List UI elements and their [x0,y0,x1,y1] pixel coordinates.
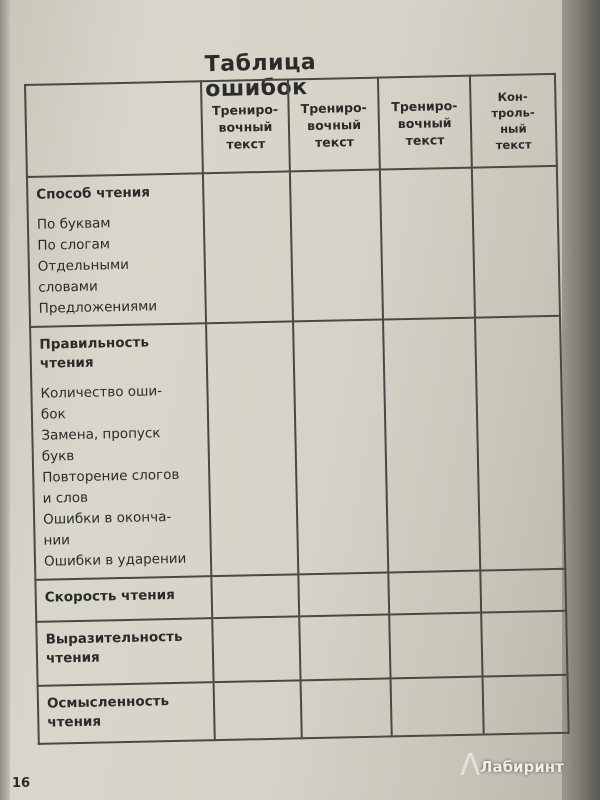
blank-cell[interactable] [482,675,569,735]
category-label: Осмысленность чтения [46,693,170,731]
category-cell [38,682,215,744]
column-header-training-3: Трениро- вочный текст [378,76,472,170]
criterion-item: Ошибки в ударении [43,550,187,570]
column-header-control: Кон- троль- ный текст [470,74,557,168]
category-label: Скорость чтения [44,586,175,606]
table-row-expressiveness [36,611,567,686]
criterion-item: Замена, пропуск букв [41,425,161,465]
blank-cell[interactable] [389,613,482,679]
criterion-item: Предложениями [38,298,158,317]
criterion-item: Ошибки в оконча- нии [42,509,172,549]
table-header-row [25,74,557,177]
blank-cell[interactable] [481,611,568,677]
blank-cell[interactable] [293,320,388,575]
watermark-logo: Лабиринт [480,758,564,776]
category-label: Правильность чтения [39,334,150,372]
column-header-training-1: Трениро- вочный текст [201,79,291,173]
category-label: Выразительность чтения [45,628,183,667]
error-table-wrapper [24,73,571,784]
labyrinth-logo-icon: Λ [460,748,481,783]
category-label: Способ чтения [36,184,151,203]
page-edge-left [0,0,10,800]
blank-cell[interactable] [211,574,300,618]
criterion-item: Количество оши- бок [40,383,163,423]
table-row-reading-method [27,166,560,327]
category-cell [30,323,211,580]
blank-cell[interactable] [213,680,302,740]
blank-cell[interactable] [206,321,299,576]
blank-cell[interactable] [299,572,390,616]
blank-cell[interactable] [203,171,294,323]
blank-cell[interactable] [380,168,475,320]
category-cell [35,576,211,622]
criterion-item: По буквам [36,215,111,233]
blank-cell[interactable] [290,170,383,322]
page-title: Таблица ошибок [204,49,317,103]
error-table [24,73,570,745]
blank-cell[interactable] [475,316,566,571]
blank-cell[interactable] [388,571,480,615]
category-cell [27,173,206,327]
blank-cell[interactable] [300,614,391,680]
page-number: 16 [12,776,31,791]
table-row-comprehension [38,675,569,744]
table-row-correctness [30,316,565,580]
criterion-item: Отдельными словами [37,256,130,296]
blank-cell[interactable] [383,318,480,573]
blank-cell[interactable] [471,166,560,318]
blank-cell[interactable] [212,616,301,682]
blank-cell[interactable] [391,677,484,737]
criterion-item: Повторение слогов и слов [42,466,180,507]
category-cell [36,618,213,686]
criterion-item: По слогам [37,236,111,254]
blank-cell[interactable] [480,569,566,613]
blank-cell[interactable] [301,678,392,738]
column-header-training-2: Трениро- вочный текст [288,78,380,172]
header-empty-cell [25,81,203,177]
